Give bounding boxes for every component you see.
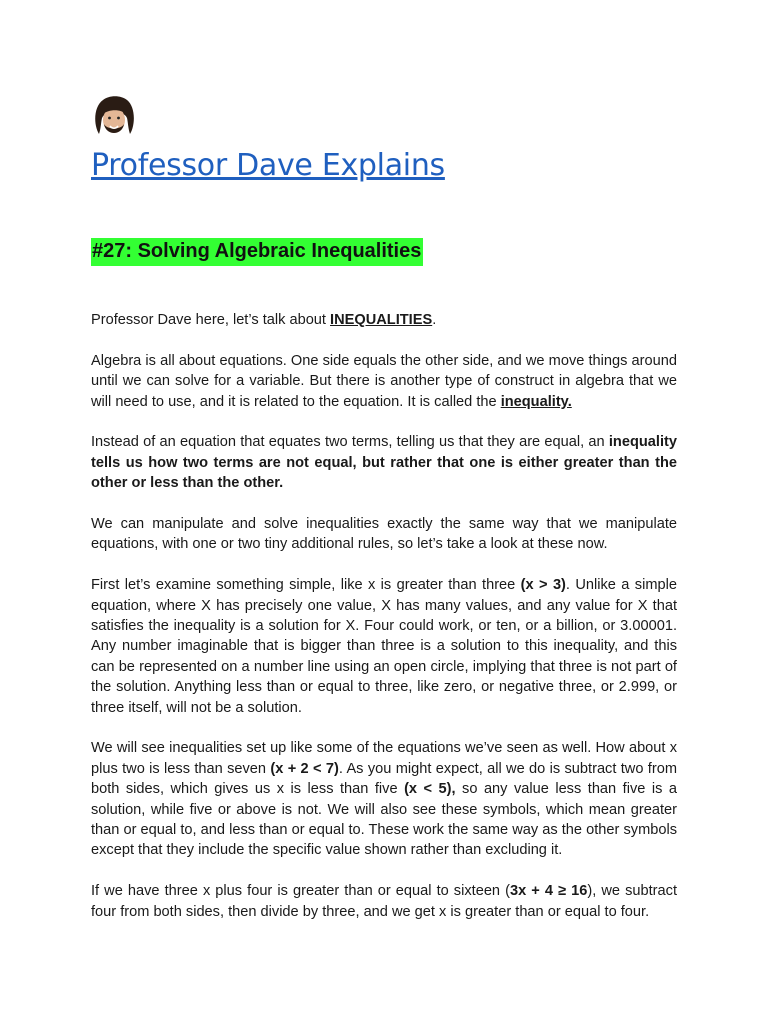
math-expression: (x > 3) <box>520 577 566 594</box>
math-expression: (x < 5), <box>404 781 456 798</box>
text-span: Instead of an equation that equates two terms, telling us that they are equal, an <box>91 434 609 451</box>
text-span: so any value less than five is a solution, while five or above is not. We will also see these symbols, which mean greater than or equal to, and less than or equal to. These work the same way as the other symbols except that they include the specific value shown rather than excluding it. <box>91 781 677 859</box>
text-span: Algebra is all about equations. One side equals the other side, and we move things around until we can solve for a variable. But there is another type of construct in algebra that we will need to use, and it is related to the equation. It is called the <box>91 352 677 410</box>
text-span: Professor Dave here, let’s talk about <box>91 312 331 328</box>
paragraph-intro <box>91 310 677 330</box>
avatar <box>91 94 137 140</box>
paragraph-manipulate: We can manipulate and solve inequalities exactly the same way that we manipulate equations, with one or two tiny additional rules, so let’s take a look at these now. <box>91 516 677 553</box>
text-span: . Unlike a simple equation, where X has precisely one value, X has many values, and any value for X that satisfies the inequality is a solution for X. Four could work, or ten, or a billion, or 3.00001. Any number imaginable that is bigger than three is a solution to this inequality, and this can be represented on a number line using an open circle, implying that three is not part of the solution. Anything less than or equal to three, like zero, or negative three, or 2.999, or three itself, will not be a solution. <box>91 577 677 716</box>
paragraph-example-3 <box>91 881 677 922</box>
text-span: ), we subtract four from both sides, then divide by three, and we get x is greater than or equal to four. <box>91 883 677 920</box>
paragraph-example-1 <box>91 575 677 718</box>
text-span: . As you might expect, all we do is subtract two from both sides, which gives us x is less than five <box>91 760 677 798</box>
text-span: First let’s examine something simple, like x is greater than three <box>91 577 521 594</box>
keyword-inequality: inequality. <box>500 393 572 410</box>
math-expression: (x + 2 < 7) <box>270 760 339 777</box>
paragraph-definition <box>91 432 677 493</box>
definition-bold: inequality tells us how two terms are not equal, but rather that one is either greater than the other or less than the other. <box>91 434 677 492</box>
keyword-inequalities: INEQUALITIES <box>330 312 433 328</box>
math-expression: 3x + 4 ≥ 16 <box>509 883 588 900</box>
text-span: . <box>432 312 437 328</box>
paragraph-algebra <box>91 351 677 412</box>
brand-title-link[interactable]: Professor Dave Explains <box>91 148 445 183</box>
text-span: If we have three x plus four is greater than or equal to sixteen ( <box>91 883 510 900</box>
chapter-heading: #27: Solving Algebraic Inequalities <box>91 238 423 266</box>
document-body <box>91 310 677 942</box>
paragraph-example-2 <box>91 738 677 860</box>
text-span: We will see inequalities set up like some of the equations we’ve seen as well. How about x plus two is less than seven <box>91 740 677 777</box>
